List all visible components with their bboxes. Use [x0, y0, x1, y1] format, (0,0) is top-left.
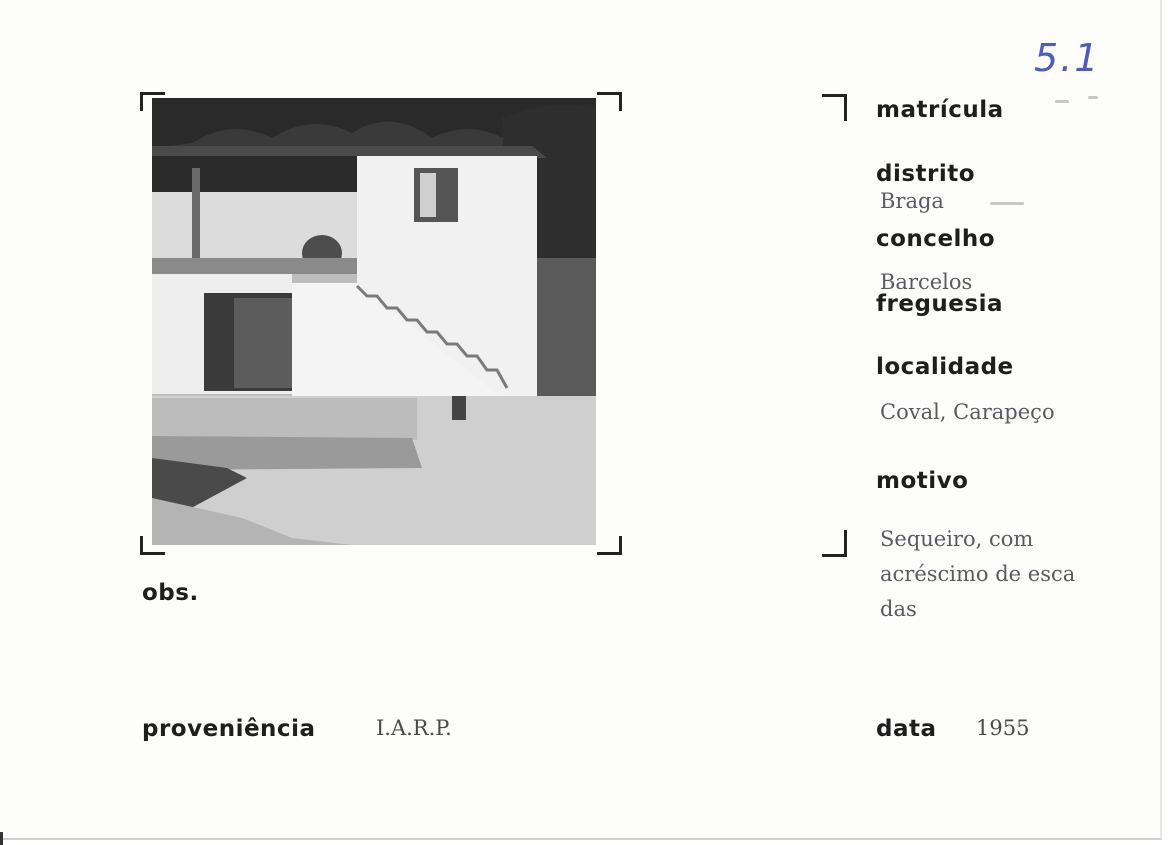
motivo-value — [880, 522, 1160, 627]
smudge-mark — [1088, 96, 1098, 99]
concelho-value: Barcelos — [880, 270, 973, 294]
localidade-value: Coval, Carapeço — [880, 400, 1055, 424]
handwritten-catalog-mark: 5.1 — [1034, 36, 1101, 80]
matricula-label: matrícula — [876, 97, 1004, 123]
motivo-line-3: das — [880, 597, 917, 621]
proveniencia-value: I.A.R.P. — [376, 716, 452, 740]
obs-label: obs. — [142, 580, 199, 606]
smudge-mark — [990, 202, 1024, 205]
distrito-value: Braga — [880, 189, 944, 213]
motivo-line-1: Sequeiro, com — [880, 527, 1034, 551]
photo-corner-top-right — [597, 92, 622, 111]
field-bracket-top — [822, 94, 847, 121]
building-photograph — [152, 98, 596, 545]
data-label: data — [876, 716, 937, 742]
smudge-mark — [1055, 100, 1069, 103]
freguesia-label: freguesia — [876, 291, 1003, 317]
distrito-label: distrito — [876, 161, 976, 187]
card-edge-mark — [0, 832, 3, 845]
motivo-label: motivo — [876, 468, 969, 494]
motivo-line-2: acréscimo de esca — [880, 562, 1076, 586]
localidade-label: localidade — [876, 354, 1014, 380]
photo-corner-bottom-right — [597, 536, 622, 555]
data-value: 1955 — [976, 716, 1030, 740]
field-bracket-bottom — [822, 530, 847, 557]
concelho-label: concelho — [876, 226, 996, 252]
proveniencia-label: proveniência — [142, 716, 316, 742]
